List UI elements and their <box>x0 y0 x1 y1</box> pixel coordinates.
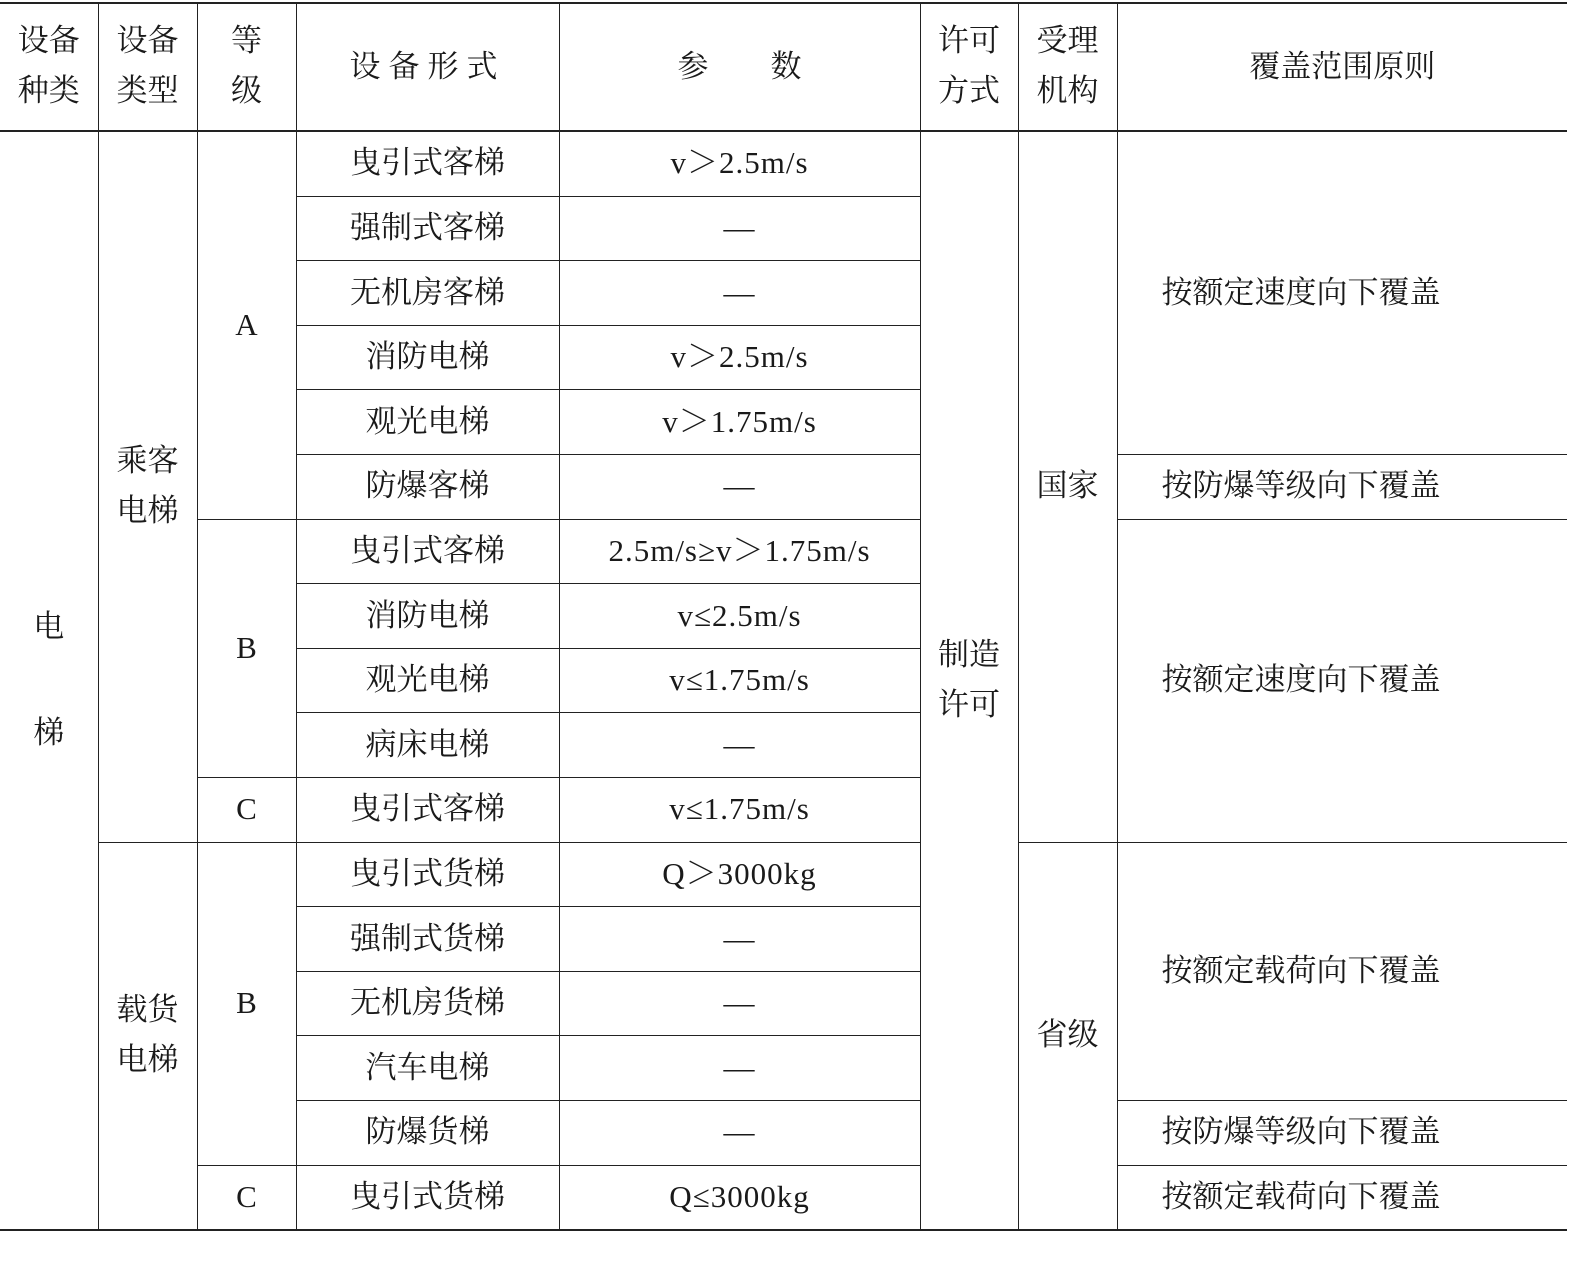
param-cell: v＞2.5m/s <box>559 131 920 196</box>
form-cell: 强制式客梯 <box>296 196 559 261</box>
form-cell: 曳引式货梯 <box>296 842 559 907</box>
header-coverage: 覆盖范围原则 <box>1117 3 1567 131</box>
grade-cell: B <box>197 519 296 777</box>
form-cell: 观光电梯 <box>296 390 559 455</box>
form-cell: 观光电梯 <box>296 648 559 713</box>
table-row <box>0 519 1567 584</box>
param-cell: — <box>559 713 920 778</box>
form-cell: 强制式货梯 <box>296 907 559 972</box>
form-cell: 曳引式客梯 <box>296 131 559 196</box>
param-cell: — <box>559 261 920 326</box>
elevator-license-table <box>0 2 1567 1231</box>
param-cell: — <box>559 907 920 972</box>
type-cell-freight: 载货电梯 <box>98 842 197 1230</box>
authority-cell-national: 国家 <box>1018 131 1117 842</box>
table-row <box>0 842 1567 907</box>
table-row <box>0 1165 1567 1230</box>
param-cell: v≤1.75m/s <box>559 777 920 842</box>
form-cell: 消防电梯 <box>296 584 559 649</box>
header-params: 参 数 <box>559 3 920 131</box>
form-cell: 无机房客梯 <box>296 261 559 326</box>
header-grade: 等级 <box>197 3 296 131</box>
form-cell: 消防电梯 <box>296 325 559 390</box>
coverage-cell: 按防爆等级向下覆盖 <box>1117 1100 1567 1165</box>
coverage-cell: 按额定速度向下覆盖 <box>1117 131 1567 454</box>
authority-cell-provincial: 省级 <box>1018 842 1117 1230</box>
param-cell: — <box>559 1100 920 1165</box>
grade-cell: A <box>197 131 296 519</box>
param-cell: 2.5m/s≥v＞1.75m/s <box>559 519 920 584</box>
param-cell: v≤1.75m/s <box>559 648 920 713</box>
header-authority: 受理机构 <box>1018 3 1117 131</box>
header-type: 设备类型 <box>98 3 197 131</box>
param-cell: — <box>559 454 920 519</box>
form-cell: 病床电梯 <box>296 713 559 778</box>
form-cell: 汽车电梯 <box>296 1036 559 1101</box>
form-cell: 曳引式货梯 <box>296 1165 559 1230</box>
license-cell: 制造许可 <box>920 131 1018 1230</box>
param-cell: — <box>559 196 920 261</box>
header-form: 设备形式 <box>296 3 559 131</box>
grade-cell: B <box>197 842 296 1165</box>
coverage-cell: 按额定载荷向下覆盖 <box>1117 842 1567 1100</box>
param-cell: v≤2.5m/s <box>559 584 920 649</box>
type-cell-passenger: 乘客电梯 <box>98 131 197 842</box>
param-cell: — <box>559 1036 920 1101</box>
category-cell: 电梯 <box>0 131 98 1230</box>
coverage-cell: 按额定载荷向下覆盖 <box>1117 1165 1567 1230</box>
header-license: 许可方式 <box>920 3 1018 131</box>
param-cell: v＞1.75m/s <box>559 390 920 455</box>
form-cell: 防爆客梯 <box>296 454 559 519</box>
coverage-cell: 按防爆等级向下覆盖 <box>1117 454 1567 519</box>
header-category: 设备种类 <box>0 3 98 131</box>
form-cell: 曳引式客梯 <box>296 519 559 584</box>
table-row <box>0 131 1567 196</box>
param-cell: Q≤3000kg <box>559 1165 920 1230</box>
param-cell: — <box>559 971 920 1036</box>
grade-cell: C <box>197 777 296 842</box>
form-cell: 无机房货梯 <box>296 971 559 1036</box>
param-cell: Q＞3000kg <box>559 842 920 907</box>
grade-cell: C <box>197 1165 296 1230</box>
header-row <box>0 3 1567 131</box>
coverage-cell: 按额定速度向下覆盖 <box>1117 519 1567 842</box>
form-cell: 曳引式客梯 <box>296 777 559 842</box>
param-cell: v＞2.5m/s <box>559 325 920 390</box>
form-cell: 防爆货梯 <box>296 1100 559 1165</box>
